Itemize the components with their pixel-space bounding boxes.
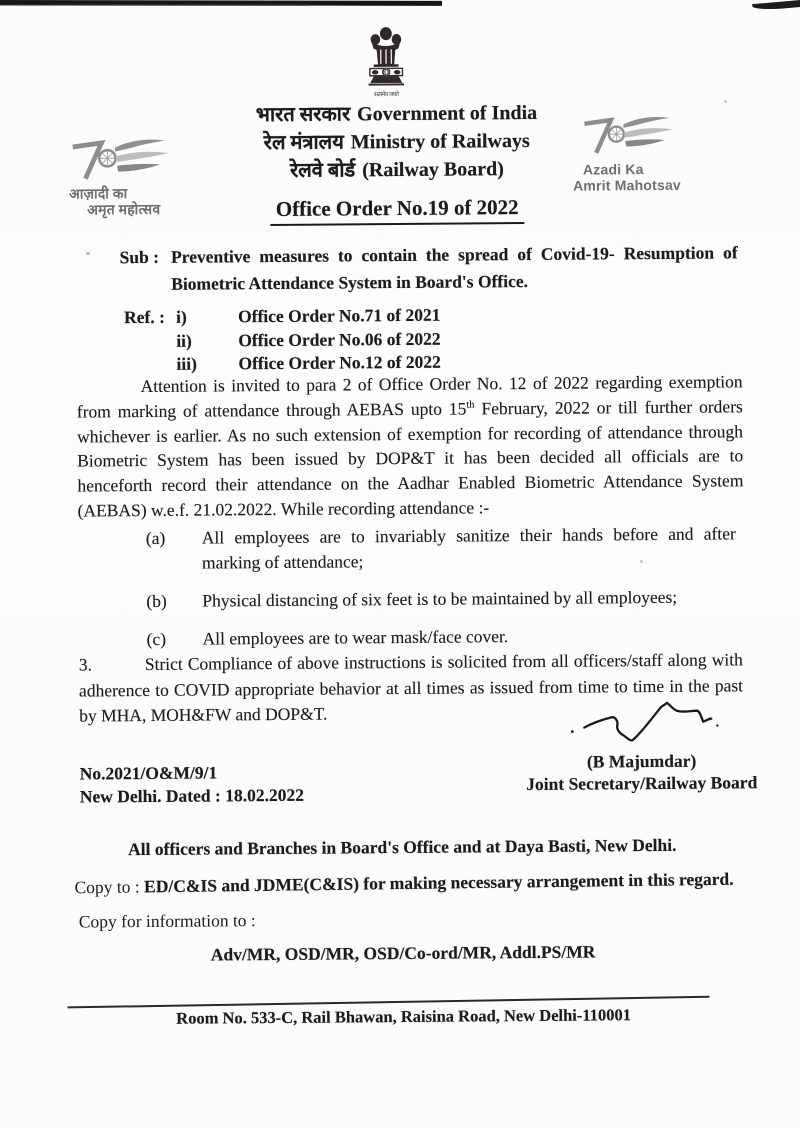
national-emblem-of-india-icon — [362, 22, 411, 99]
masthead-line2-english: Ministry of Railways — [350, 129, 530, 154]
reference-text: Office Order No.71 of 2021 — [238, 304, 441, 327]
emblem-motto: सत्यमेव जयते — [374, 91, 399, 99]
reference-item — [124, 327, 441, 353]
addressees-line: All officers and Branches in Board's Office and at Daya Basti, New Delhi. — [128, 834, 677, 860]
list-marker: (b) — [146, 590, 167, 611]
copy-to-text: ED/C&IS and JDME(C&IS) for making necessary arrangement in this regard. — [143, 868, 734, 897]
signature-scribble-icon — [561, 694, 729, 749]
copy-info-label: Copy for information to : — [78, 910, 256, 932]
office-order-title-row — [0, 193, 797, 228]
body-paragraph-1 — [77, 369, 744, 523]
masthead-line3-hindi: रेलवे बोर्ड — [289, 159, 356, 182]
copy-info-recipients: Adv/MR, OSD/MR, OSD/Co-ord/MR, Addl.PS/MR — [210, 941, 596, 965]
instruction-list — [146, 521, 737, 665]
reference-list — [124, 304, 441, 377]
reference-label: Ref. : — [124, 306, 165, 328]
ordinal-superscript: th — [466, 399, 475, 411]
file-block — [80, 761, 304, 809]
masthead-line2-hindi: रेल मंत्रालय — [263, 131, 344, 155]
place-date: New Delhi. Dated : 18.02.2022 — [79, 784, 304, 807]
reference-text: Office Order No.06 of 2022 — [238, 328, 441, 350]
signatory-name: (B Majumdar) — [586, 750, 697, 772]
reference-item — [124, 304, 441, 330]
reference-number: i) — [176, 306, 187, 327]
list-marker: (c) — [146, 628, 167, 649]
list-marker: (a) — [145, 527, 166, 548]
reference-text: Office Order No.12 of 2022 — [238, 351, 441, 374]
masthead-line1-hindi: भारत सरकार — [255, 103, 351, 127]
subject-label: Sub : — [119, 246, 160, 268]
subject-text: Preventive measures to contain the spread of Covid-19- Resumption of Biometric Attendance System in Board's Office. — [170, 242, 738, 294]
subject-line — [120, 239, 738, 298]
footer-address: Room No. 533-C, Rail Bhawan, Raisina Road, New Delhi-110001 — [176, 1005, 631, 1028]
masthead-line1-english: Government of India — [357, 101, 538, 126]
copy-to-line — [74, 869, 733, 899]
logo-right-line2: Amrit Mahotsav — [573, 176, 681, 194]
masthead-line3-english: (Railway Board) — [362, 158, 504, 182]
paragraph3-number: 3. — [78, 654, 93, 675]
logo-right-line1: Azadi Ka — [582, 161, 644, 178]
logo-left-line2: अमृत महोत्सव — [87, 202, 161, 219]
paragraph3-text: Strict Compliance of above instructions is solicited from all officers/staff along with adherence to COVID appropriate behavior at all times as issued from time to time in the past by MHA, MOH&FW and DOP&T. — [78, 649, 744, 726]
signatory-designation: Joint Secretary/Railway Board — [526, 772, 758, 795]
reference-number: ii) — [176, 330, 192, 351]
paragraph1-text: Attention is invited to para 2 of Office Order No. 12 of 2022 regarding exemption from marking of attendance through AEBAS upto 15 — [76, 371, 743, 422]
list-text: Physical distancing of six feet is to be maintained by all employees; — [202, 586, 678, 611]
file-number: No.2021/O&M/9/1 — [79, 762, 218, 784]
lion-capital-icon — [363, 22, 410, 92]
logo-left-line1: आज़ादी का — [69, 187, 128, 203]
office-order-title: Office Order No.19 of 2022 — [270, 195, 525, 226]
masthead — [0, 97, 797, 187]
list-item — [146, 584, 736, 614]
list-item — [146, 521, 736, 576]
signatory-block — [492, 749, 792, 795]
list-text: All employees are to invariably sanitize their hands before and after marking of attendance; — [201, 523, 736, 573]
paragraph1-text: February, 2022 or till further orders whichever is earlier. As no such extension of exemption for recording of attendance through Biometric System has been issued by DOP&T it has been decided all officials are to henceforth record their attendance on the Aadhar Enabled Biometric Attendance System (AEBAS) w.e.f. 21.02.2022. While recording attendance :- — [76, 396, 744, 521]
copy-to-label: Copy to : — [74, 876, 145, 898]
reference-label-spacer — [124, 329, 176, 353]
reference-number: iii) — [176, 353, 197, 374]
list-text: All employees are to wear mask/face cover. — [202, 626, 509, 649]
